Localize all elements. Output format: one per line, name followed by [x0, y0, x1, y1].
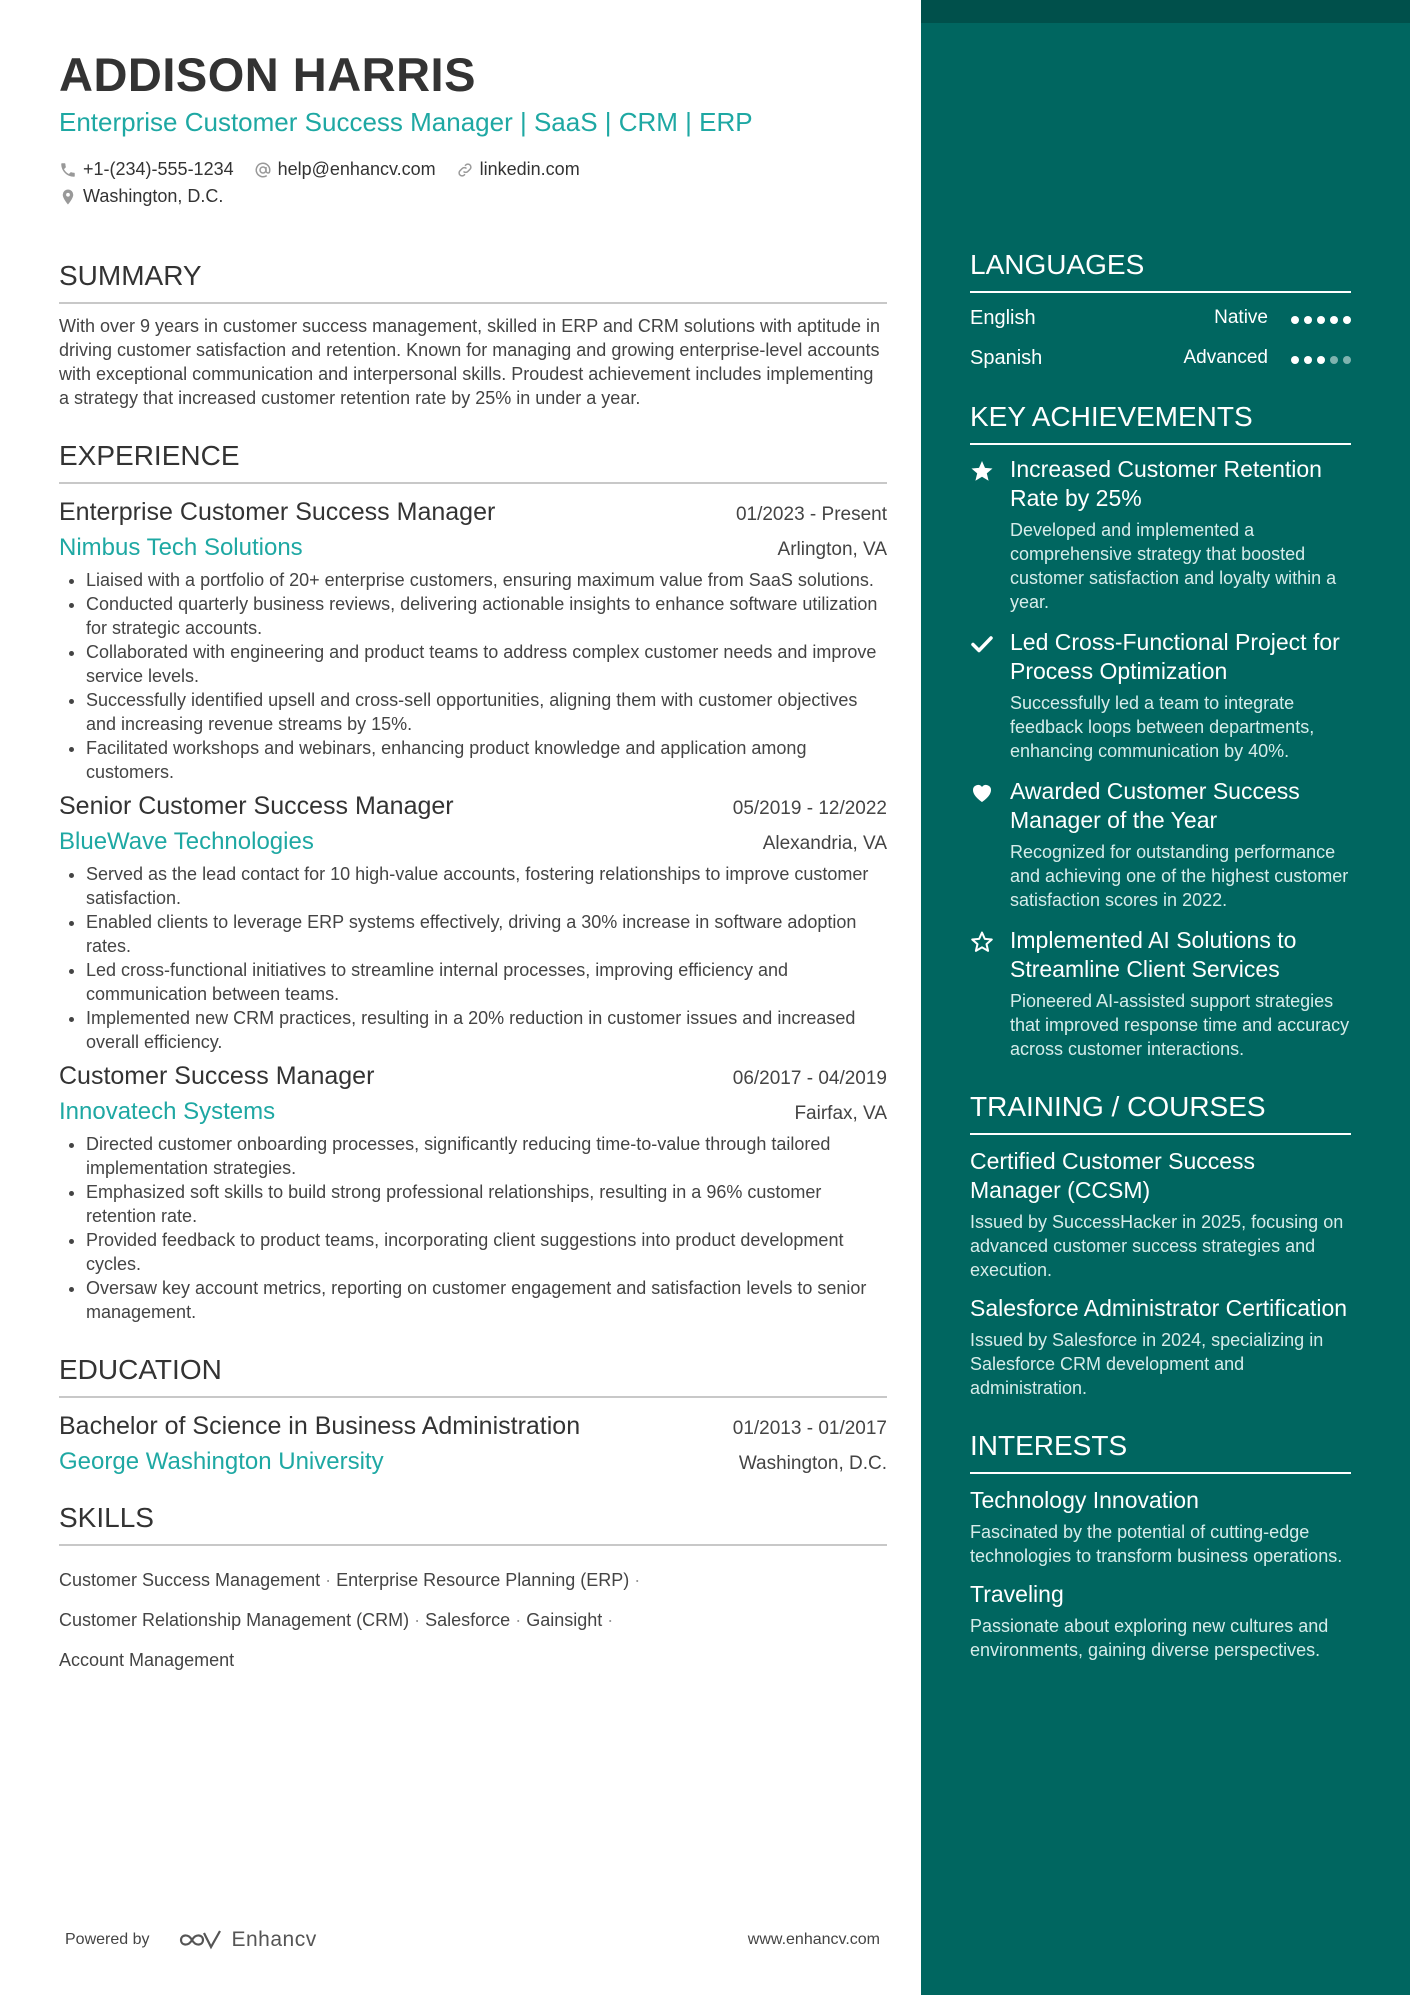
candidate-name: ADDISON HARRIS — [59, 48, 476, 101]
languages-heading: LANGUAGES — [970, 249, 1351, 293]
interests-section — [970, 1430, 1351, 1662]
linkedin-contact[interactable] — [456, 159, 580, 180]
course-desc: Issued by SuccessHacker in 2025, focusing on advanced customer success strategies and execution. — [970, 1212, 1344, 1280]
job-role: Enterprise Customer Success Manager — [59, 498, 496, 526]
email-text: help@enhancv.com — [277, 159, 436, 179]
achievement-item — [970, 926, 1351, 1061]
experience-section — [59, 440, 887, 1324]
achievement-title: Implemented AI Solutions to Streamline Client Services — [1010, 927, 1297, 982]
language-name: English — [970, 306, 1036, 329]
education-dates: 01/2013 - 01/2017 — [732, 1418, 887, 1439]
language-name: Spanish — [970, 346, 1043, 369]
interest-title: Technology Innovation — [970, 1487, 1199, 1513]
achievement-title: Increased Customer Retention Rate by 25% — [1010, 456, 1322, 511]
language-level: Advanced — [1183, 347, 1268, 368]
course-desc: Issued by Salesforce in 2024, specializing in Salesforce CRM development and administration. — [970, 1330, 1324, 1398]
check-icon — [970, 632, 994, 656]
job-bullet: • Led cross-functional initiatives to streamline internal processes, improving efficiency and communication between teams. — [86, 958, 887, 1006]
job-location: Alexandria, VA — [762, 833, 887, 854]
linkedin-text: linkedin.com — [479, 159, 580, 179]
link-icon — [456, 161, 474, 179]
email-contact[interactable] — [254, 159, 436, 180]
education-entry — [59, 1408, 887, 1480]
skills-section — [59, 1502, 887, 1680]
job-bullet: • Collaborated with engineering and product teams to address complex customer needs and improve service levels. — [86, 640, 887, 688]
education-school: George Washington University — [59, 1448, 384, 1475]
enhancv-logo[interactable] — [178, 1928, 317, 1952]
phone-icon — [59, 161, 77, 179]
job-bullets — [86, 1132, 887, 1324]
course-item — [970, 1147, 1351, 1282]
education-heading: EDUCATION — [59, 1354, 887, 1398]
skills-heading: SKILLS — [59, 1502, 887, 1546]
job-location: Arlington, VA — [777, 539, 887, 560]
job-bullet: • Conducted quarterly business reviews, delivering actionable insights to enhance software utilization for strategic accounts. — [86, 592, 887, 640]
enhancv-logo-text: Enhancv — [231, 1928, 317, 1951]
candidate-title: Enterprise Customer Success Manager | SaaS | CRM | ERP — [59, 107, 753, 137]
job-bullets — [86, 862, 887, 1054]
job-bullet: • Oversaw key account metrics, reporting on customer engagement and satisfaction levels to senior management. — [86, 1276, 887, 1324]
skill-item: Salesforce — [425, 1610, 511, 1630]
sidebar-top-band — [921, 0, 1410, 23]
phone-contact[interactable] — [59, 159, 234, 180]
job-bullet: • Served as the lead contact for 10 high-value accounts, fostering relationships to improve customer satisfaction. — [86, 862, 887, 910]
job-bullet: • Facilitated workshops and webinars, enhancing product knowledge and application among customers. — [86, 736, 887, 784]
course-item — [970, 1294, 1351, 1400]
interest-desc: Passionate about exploring new cultures and environments, gaining diverse perspectives. — [970, 1616, 1329, 1660]
job-role: Customer Success Manager — [59, 1062, 375, 1090]
achievement-desc: Developed and implemented a comprehensive strategy that boosted customer satisfaction and loyalty within a year. — [1010, 520, 1337, 612]
job-bullets — [86, 568, 887, 784]
skill-item: Customer Relationship Management (CRM) — [59, 1610, 410, 1630]
language-level: Native — [1214, 307, 1268, 328]
education-location: Washington, D.C. — [738, 1453, 887, 1474]
interests-heading: INTERESTS — [970, 1430, 1351, 1474]
job-dates: 01/2023 - Present — [735, 504, 887, 525]
course-title: Salesforce Administrator Certification — [970, 1295, 1348, 1321]
job-entry — [59, 1058, 887, 1324]
job-entry — [59, 494, 887, 784]
language-rating — [1286, 307, 1351, 330]
footer-brand — [65, 1928, 317, 1952]
education-section — [59, 1354, 887, 1480]
job-role: Senior Customer Success Manager — [59, 792, 454, 820]
interest-item — [970, 1486, 1351, 1568]
job-bullet: • Successfully identified upsell and cross-sell opportunities, aligning them with customer objectives and increasing revenue streams by 15%. — [86, 688, 887, 736]
achievement-item — [970, 628, 1351, 763]
course-title: Certified Customer Success Manager (CCSM) — [970, 1148, 1256, 1203]
enhancv-logo-icon — [178, 1929, 224, 1951]
summary-text: With over 9 years in customer success management, skilled in ERP and CRM solutions with aptitude in driving customer satisfaction and retention. Known for managing and growing enterprise-level accounts with exceptional communication and interpersonal skills. Proudest achievement includes implementing a strategy that increased customer retention rate by 25% in under a year. — [59, 316, 881, 408]
language-row — [970, 303, 1351, 333]
job-bullet: • Directed customer onboarding processes, significantly reducing time-to-value through tailored implementation strategies. — [86, 1132, 887, 1180]
location-contact — [59, 186, 223, 207]
at-icon — [254, 161, 272, 179]
skill-item: Gainsight — [526, 1610, 603, 1630]
footer — [65, 1928, 880, 1952]
job-dates: 05/2019 - 12/2022 — [732, 798, 887, 819]
achievement-item — [970, 455, 1351, 614]
languages-section — [970, 249, 1351, 373]
star-icon — [970, 459, 994, 483]
star-outline-icon — [970, 930, 994, 954]
language-row — [970, 343, 1351, 373]
skill-item: Account Management — [59, 1650, 235, 1670]
location-pin-icon — [59, 187, 77, 207]
skill-item: Enterprise Resource Planning (ERP) — [336, 1570, 630, 1590]
job-company: Nimbus Tech Solutions — [59, 534, 303, 561]
achievement-desc: Pioneered AI-assisted support strategies that improved response time and accuracy across customer interactions. — [1010, 991, 1350, 1059]
achievement-item — [970, 777, 1351, 912]
job-company: Innovatech Systems — [59, 1098, 276, 1125]
language-rating — [1286, 347, 1351, 370]
job-bullet: • Liaised with a portfolio of 20+ enterprise customers, ensuring maximum value from SaaS solutions. — [86, 568, 887, 592]
job-bullet: • Emphasized soft skills to build strong professional relationships, resulting in a 96% customer retention rate. — [86, 1180, 887, 1228]
interest-item — [970, 1580, 1351, 1662]
job-entry — [59, 788, 887, 1054]
skills-list: Customer Success Management · Enterprise Resource Planning (ERP) · Customer Relationship Management (CRM) · Salesforce · Gainsight · Account Management — [59, 1570, 641, 1670]
job-dates: 06/2017 - 04/2019 — [732, 1068, 887, 1089]
sidebar — [921, 0, 1410, 1995]
job-bullet: • Provided feedback to product teams, incorporating client suggestions into product development cycles. — [86, 1228, 887, 1276]
job-location: Fairfax, VA — [794, 1103, 887, 1124]
experience-heading: EXPERIENCE — [59, 440, 887, 484]
contact-info — [59, 156, 887, 210]
achievement-desc: Successfully led a team to integrate feedback loops between departments, enhancing communication by 40%. — [1010, 693, 1315, 761]
summary-section — [59, 260, 887, 410]
achievements-heading: KEY ACHIEVEMENTS — [970, 401, 1351, 445]
job-company: BlueWave Technologies — [59, 828, 314, 855]
phone-text: +1-(234)-555-1234 — [83, 159, 234, 179]
education-degree: Bachelor of Science in Business Administration — [59, 1412, 581, 1440]
summary-heading: SUMMARY — [59, 260, 887, 304]
job-bullet: • Enabled clients to leverage ERP systems effectively, driving a 30% increase in software adoption rates. — [86, 910, 887, 958]
interest-title: Traveling — [970, 1581, 1064, 1607]
achievements-section — [970, 401, 1351, 1061]
training-heading: TRAINING / COURSES — [970, 1091, 1351, 1135]
interest-desc: Fascinated by the potential of cutting-edge technologies to transform business operations. — [970, 1522, 1343, 1566]
skill-item: Customer Success Management — [59, 1570, 321, 1590]
powered-by-text: Powered by — [65, 1931, 150, 1948]
achievement-desc: Recognized for outstanding performance and achieving one of the highest customer satisfaction scores in 2022. — [1010, 842, 1349, 910]
footer-url[interactable]: www.enhancv.com — [747, 1931, 880, 1948]
achievement-title: Led Cross-Functional Project for Process Optimization — [1010, 629, 1340, 684]
training-section — [970, 1091, 1351, 1400]
job-bullet: • Implemented new CRM practices, resulting in a 20% reduction in customer issues and increased overall efficiency. — [86, 1006, 887, 1054]
location-text: Washington, D.C. — [83, 186, 224, 206]
achievement-title: Awarded Customer Success Manager of the Year — [1010, 778, 1300, 833]
heart-icon — [970, 781, 994, 805]
